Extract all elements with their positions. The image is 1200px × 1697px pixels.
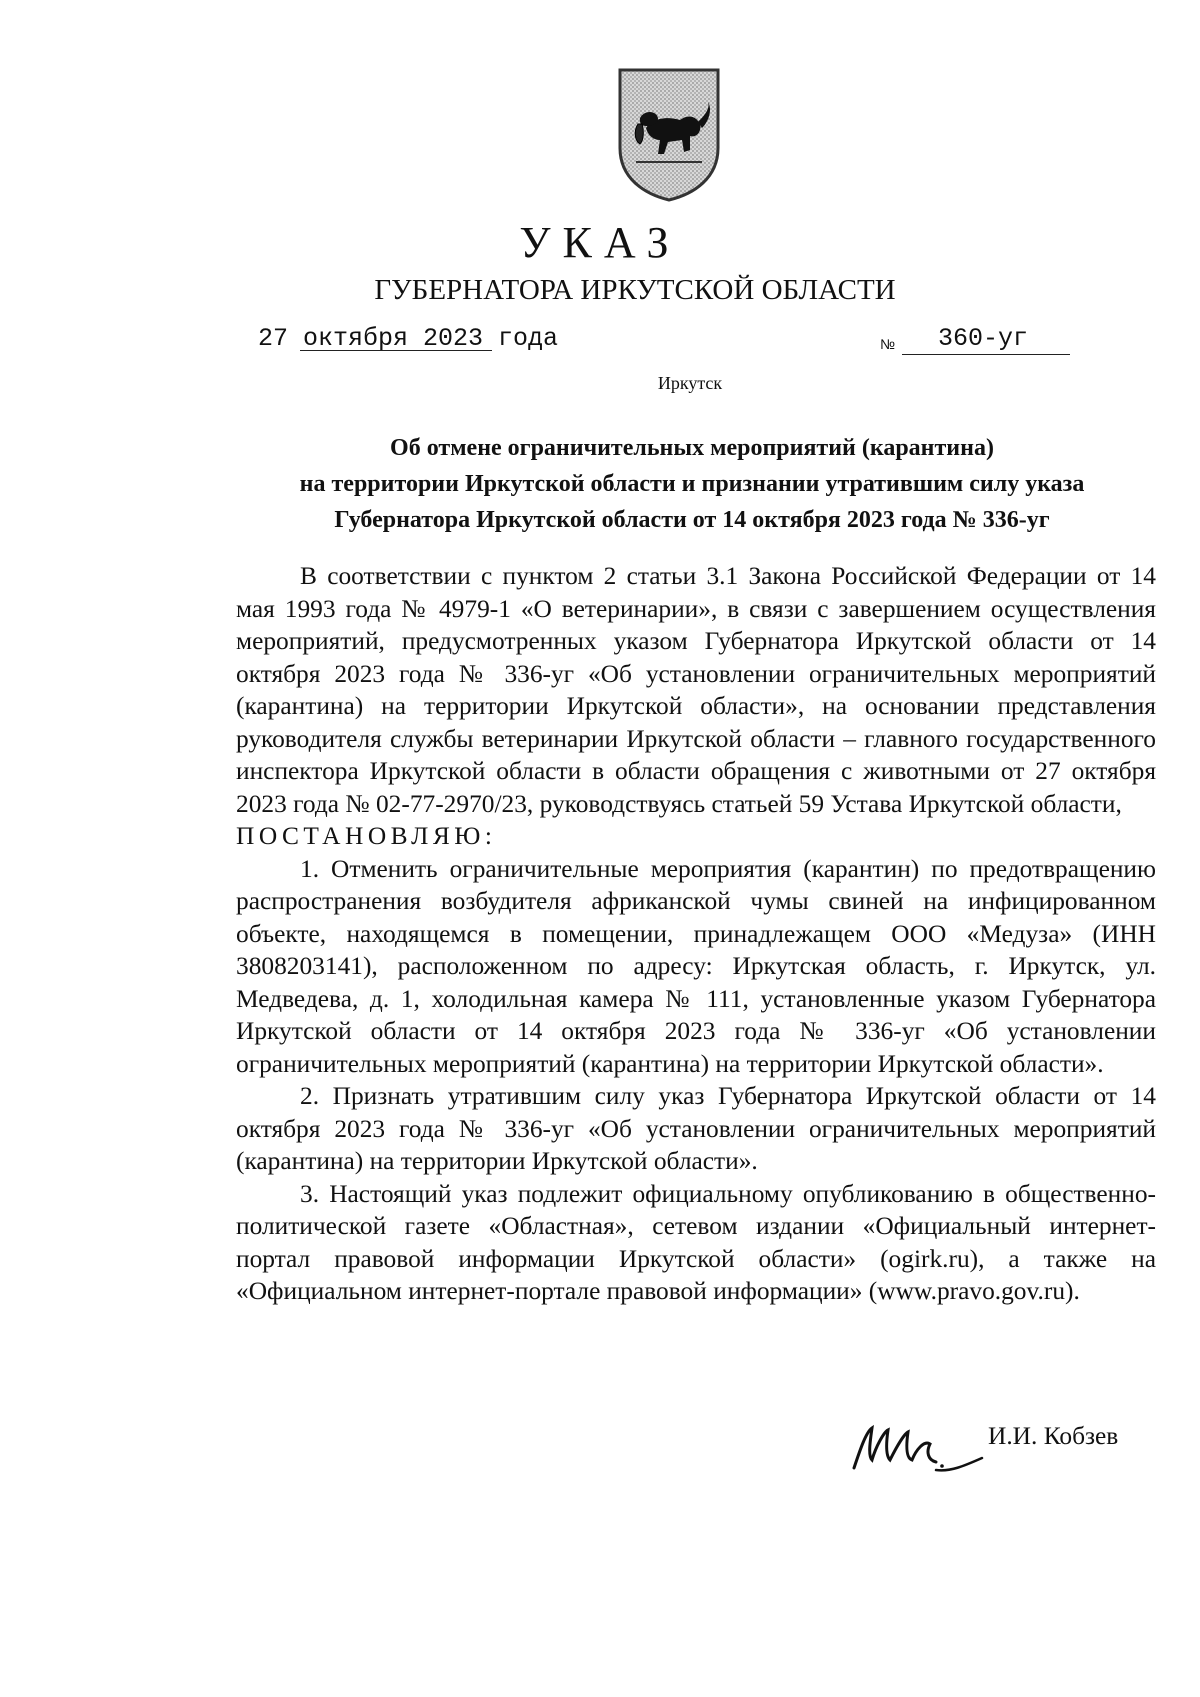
title-line: на территории Иркутской области и признании утратившим силу указа	[299, 471, 1085, 497]
document-date: 27 октября 2023 года	[258, 324, 559, 353]
resolve-heading: ПОСТАНОВЛЯЮ:	[236, 822, 497, 850]
city-name: Иркутск	[657, 373, 723, 393]
date-underline	[300, 350, 492, 351]
issuer-title: ГУБЕРНАТОРА ИРКУТСКОЙ ОБЛАСТИ	[374, 274, 896, 306]
preamble-paragraph: В соответствии с пунктом 2 статьи 3.1 Закона Российской Федерации от 14 мая 1993 года № 4979-1 «О ветеринарии», в связи с завершением осуществления мероприятий, предусмотренных указом Губернатора Иркутской области от 14 октября 2023 года № 336-уг «Об установлении ограничительных мероприятий (карантина) на территории Иркутской области», на основании представления руководителя службы ветеринарии Иркутской области – главного государственного инспектора Иркутской области в области обращения с животными от 27 октября 2023 года № 02-77-2970/23, руководствуясь статьей 59 Устава Иркутской области,	[236, 562, 1156, 818]
document-type: УКАЗ	[519, 218, 681, 267]
signer-name: И.И. Кобзев	[988, 1422, 1119, 1450]
item-paragraph-2: 2. Признать утратившим силу указ Губернатора Иркутской области от 14 октября 2023 года № 336-уг «Об установлении ограничительных мероприятий (карантина) на территории Иркутской области».	[236, 1082, 1156, 1175]
item-paragraph-3: 3. Настоящий указ подлежит официальному опубликованию в общественно-политической газете «Областная», сетевом издании «Официальный интернет-портал правовой информации Иркутской области» (ogirk.ru), а также на «Официальном интернет-портале правовой информации» (www.pravo.gov.ru).	[236, 1179, 1156, 1305]
document-body	[236, 560, 1156, 1308]
handwritten-signature-icon	[846, 1410, 986, 1480]
item-paragraph-1: 1. Отменить ограничительные мероприятия (карантин) по предотвращению распространения возбудителя африканской чумы свиней на инфицированном объекте, находящемся в помещении, принадлежащем ООО «Медуза» (ИНН 3808203141), расположенном по адресу: Иркутская область, г. Иркутск, ул. Медведева, д. 1, холодильная камера № 111, установленные указом Губернатора Иркутской области от 14 октября 2023 года № 336-уг «Об установлении ограничительных мероприятий (карантина) на территории Иркутской области».	[236, 854, 1156, 1078]
document-title	[232, 430, 1152, 538]
title-line: Губернатора Иркутской области от 14 октября 2023 года № 336-уг	[334, 507, 1050, 533]
title-line: Об отмене ограничительных мероприятий (карантина)	[390, 435, 994, 461]
document-number: 360-уг	[938, 324, 1029, 353]
number-underline	[902, 354, 1070, 355]
irkutsk-coat-of-arms-icon	[616, 66, 722, 204]
number-label: №	[880, 336, 896, 352]
